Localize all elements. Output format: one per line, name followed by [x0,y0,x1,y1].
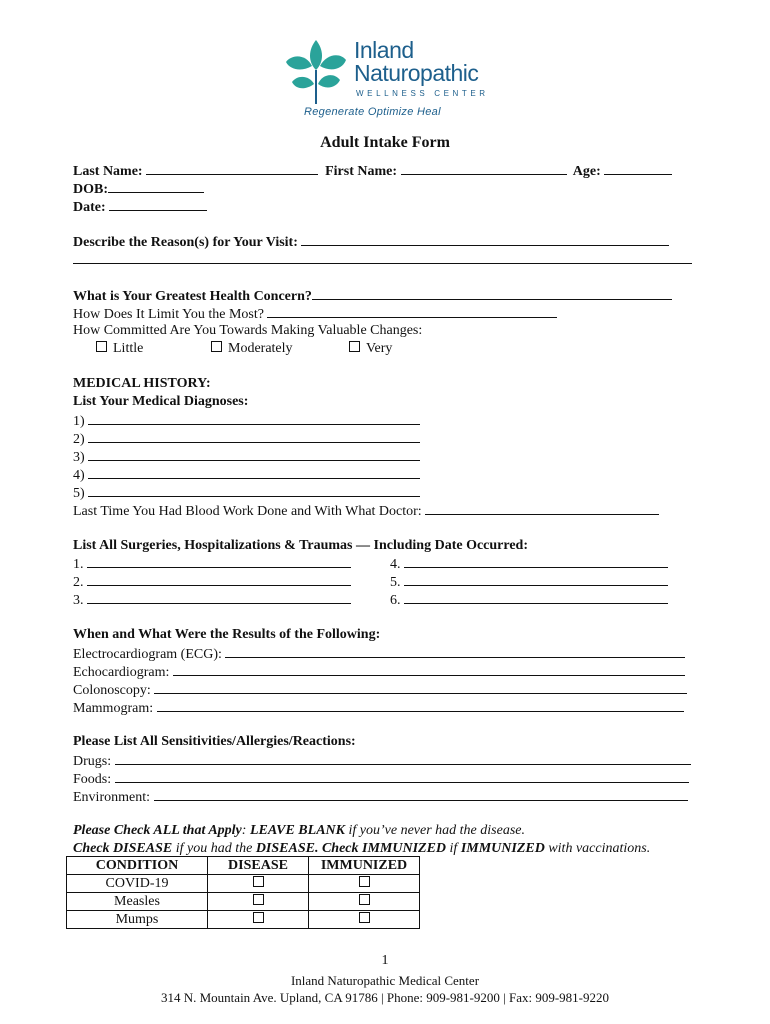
dob-field[interactable] [108,179,204,193]
age-field[interactable] [604,161,672,175]
diagnosis-line: 2) [73,429,420,449]
checkbox-icon[interactable] [253,894,264,905]
greatest-concern-field[interactable] [312,286,672,300]
diagnosis-field[interactable] [88,465,420,479]
checkbox-icon[interactable] [253,912,264,923]
greatest-concern-label: What is Your Greatest Health Concern? [73,289,312,304]
date-label: Date: [73,200,106,215]
leaf-logo-icon [278,36,358,108]
result-row-ecg: Electrocardiogram (ECG): [73,644,685,664]
page-number: 1 [381,953,389,968]
disease-checkbox-cell [208,911,309,929]
checkbox-icon[interactable] [359,912,370,923]
sensitivity-row-environment: Environment: [73,787,688,807]
checkbox-icon[interactable] [359,876,370,887]
footer-line1: Inland Naturopathic Medical Center [290,973,480,988]
checkbox-icon[interactable] [253,876,264,887]
surgery-line: 6. [390,590,668,610]
surgery-line: 2. [73,572,351,592]
column-header-condition: CONDITION [67,857,208,875]
reason-field[interactable] [301,232,669,246]
surgery-field[interactable] [404,572,668,586]
sensitivity-field[interactable] [115,769,689,783]
limit-row [73,304,557,324]
date-row [73,197,207,217]
footer-line2: 314 N. Mountain Ave. Upland, CA 91786 | Phone: 909-981-9200 | Fax: 909-981-9220 [160,990,610,1005]
column-header-disease: DISEASE [208,857,309,875]
checkbox-icon[interactable] [349,341,360,352]
reason-row-2 [73,250,692,270]
clinic-name-line2: Naturopathic [354,60,479,86]
surgery-line: 5. [390,572,668,592]
dob-label: DOB: [73,182,108,197]
conditions-table [66,856,420,929]
instructions-line1: Please Check ALL that Apply: LEAVE BLANK if you’ve never had the disease. [73,823,525,838]
column-header-immunized: IMMUNIZED [309,857,420,875]
diagnosis-field[interactable] [88,483,420,497]
surgery-field[interactable] [87,554,351,568]
surgery-field[interactable] [404,590,668,604]
table-row [67,875,420,893]
condition-name: Measles [67,893,208,911]
name-age-row [73,161,672,181]
surgery-field[interactable] [404,554,668,568]
result-field[interactable] [157,698,684,712]
date-field[interactable] [109,197,207,211]
sensitivities-heading: Please List All Sensitivities/Allergies/Reactions: [73,734,356,749]
first-name-label: First Name: [325,164,398,179]
immunized-checkbox-cell [309,893,420,911]
checkbox-icon[interactable] [359,894,370,905]
condition-name: Mumps [67,911,208,929]
commitment-option-very[interactable]: Very [349,340,392,358]
reason-label: Describe the Reason(s) for Your Visit: [73,235,298,250]
bloodwork-row [73,501,659,521]
bloodwork-field[interactable] [425,501,659,515]
checkbox-icon[interactable] [211,341,222,352]
committed-label: How Committed Are You Towards Making Valuable Changes: [73,323,423,338]
diagnosis-line: 5) [73,483,420,503]
surgeries-heading: List All Surgeries, Hospitalizations & Traumas — Including Date Occurred: [73,538,529,553]
diagnosis-line: 1) [73,411,420,431]
disease-checkbox-cell [208,893,309,911]
reason-field-line2[interactable] [73,250,692,264]
result-row-mammogram: Mammogram: [73,698,684,718]
result-field[interactable] [154,680,687,694]
immunized-checkbox-cell [309,911,420,929]
diagnosis-line: 3) [73,447,420,467]
surgery-field[interactable] [87,590,351,604]
surgery-line: 1. [73,554,351,574]
first-name-field[interactable] [401,161,567,175]
diagnoses-label: List Your Medical Diagnoses: [73,394,249,409]
sensitivity-row-foods: Foods: [73,769,689,789]
last-name-field[interactable] [146,161,318,175]
checkbox-icon[interactable] [96,341,107,352]
table-row [67,911,420,929]
diagnosis-field[interactable] [88,429,420,443]
diagnosis-field[interactable] [88,447,420,461]
table-header-row [67,857,420,875]
sensitivity-field[interactable] [154,787,688,801]
clinic-tagline: Regenerate Optimize Heal [304,106,441,118]
results-heading: When and What Were the Results of the Following: [73,627,381,642]
last-name-label: Last Name: [73,164,143,179]
form-title: Adult Intake Form [320,134,450,151]
table-row [67,893,420,911]
clinic-name-line1: Inland [354,37,414,63]
immunized-checkbox-cell [309,875,420,893]
diagnosis-line: 4) [73,465,420,485]
surgery-line: 3. [73,590,351,610]
clinic-logo [278,36,498,122]
concern-row [73,286,672,306]
medical-history-heading: MEDICAL HISTORY: [73,376,211,391]
result-field[interactable] [173,662,685,676]
limit-field[interactable] [267,304,557,318]
result-field[interactable] [225,644,685,658]
clinic-name-line3: WELLNESS CENTER [356,89,489,98]
dob-row [73,179,204,199]
commitment-option-little[interactable]: Little [96,340,143,358]
commitment-option-moderately[interactable]: Moderately [211,340,293,358]
bloodwork-label: Last Time You Had Blood Work Done and With What Doctor: [73,504,422,519]
result-row-echo: Echocardiogram: [73,662,685,682]
disease-checkbox-cell [208,875,309,893]
sensitivity-row-drugs: Drugs: [73,751,691,771]
committed-row [73,322,422,340]
instructions-line2: Check DISEASE if you had the DISEASE. Check IMMUNIZED if IMMUNIZED with vaccinations. [73,841,651,856]
diagnosis-field[interactable] [88,411,420,425]
surgery-field[interactable] [87,572,351,586]
result-row-colonoscopy: Colonoscopy: [73,680,687,700]
condition-name: COVID-19 [67,875,208,893]
limit-label: How Does It Limit You the Most? [73,307,264,322]
age-label: Age: [572,164,601,179]
surgery-line: 4. [390,554,668,574]
reason-row [73,232,669,252]
sensitivity-field[interactable] [115,751,691,765]
